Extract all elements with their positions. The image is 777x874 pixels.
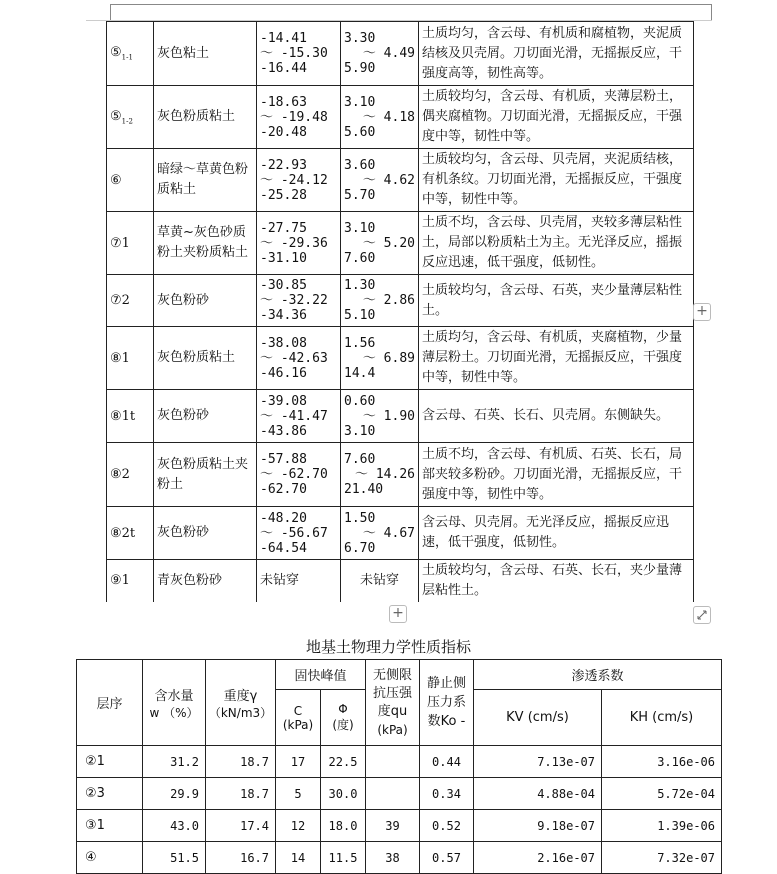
- layer-depth: 未钻穿: [257, 560, 341, 602]
- layer-row: [107, 275, 694, 327]
- layer-row: [107, 560, 694, 602]
- cell-unit-weight: 16.7: [206, 842, 276, 874]
- layer-depth: -38.08 ～ -42.63 -46.16: [257, 327, 341, 390]
- cell-c: 14: [276, 842, 321, 874]
- layer-name: 草黄~灰色砂质粉土夹粉质粘土: [154, 212, 257, 275]
- table-row: [77, 810, 722, 842]
- cell-c: 12: [276, 810, 321, 842]
- layer-strength: 3.30 ～ 4.49 5.90: [341, 22, 419, 86]
- header-unit-weight: 重度γ （kN/m3）: [206, 660, 276, 746]
- cell-kh: 1.39e-06: [602, 810, 722, 842]
- cell-qu: [366, 746, 420, 778]
- layer-depth: -27.75 ～ -29.36 -31.10: [257, 212, 341, 275]
- cell-kv: 4.88e-04: [474, 778, 602, 810]
- header-kv: KV (cm/s): [474, 690, 602, 746]
- layer-id: ⑥: [107, 149, 154, 212]
- cell-layer: ④: [77, 842, 143, 874]
- layer-name: 青灰色粉砂: [154, 560, 257, 602]
- header-layer: 层序: [77, 660, 143, 746]
- layer-id: ⑧1t: [107, 390, 154, 443]
- soil-properties-table: [76, 659, 722, 874]
- cell-layer: ②3: [77, 778, 143, 810]
- layer-row: [107, 212, 694, 275]
- cell-qu: 39: [366, 810, 420, 842]
- layer-strength: 0.60 ～ 1.90 3.10: [341, 390, 419, 443]
- cell-c: 17: [276, 746, 321, 778]
- layer-name: 灰色粉质粘土夹粉土: [154, 443, 257, 507]
- layer-id: ⑦2: [107, 275, 154, 327]
- layer-depth: -14.41 ～ -15.30 -16.44: [257, 22, 341, 86]
- layer-name: 灰色粉质粘土: [154, 86, 257, 149]
- layer-name: 灰色粘土: [154, 22, 257, 86]
- soil-layer-description-table: [106, 21, 694, 602]
- header-phi: Φ (度): [321, 690, 366, 746]
- table-row: [77, 778, 722, 810]
- cell-kh: 5.72e-04: [602, 778, 722, 810]
- layer-description: 土质较均匀，含云母、贝壳屑，夹泥质结核，有机条纹。刀切面光滑，无摇振反应，干强度中等，韧性中等。: [419, 149, 694, 212]
- layer-strength: 1.30 ～ 2.86 5.10: [341, 275, 419, 327]
- table-row: [77, 746, 722, 778]
- header-permeability: 渗透系数: [474, 660, 722, 690]
- layer-description: 土质不均，含云母、有机质、石英、长石，局部夹较多粉砂。刀切面光滑，无摇振反应，干强度中等，韧性中等。: [419, 443, 694, 507]
- cell-layer: ③1: [77, 810, 143, 842]
- layer-strength: 未钻穿: [341, 560, 419, 602]
- cell-phi: 22.5: [321, 746, 366, 778]
- cell-ko: 0.52: [420, 810, 474, 842]
- layer-name: 灰色粉砂: [154, 507, 257, 560]
- layer-id: $⑤_{1-2}$: [107, 86, 154, 149]
- cell-kv: 9.18e-07: [474, 810, 602, 842]
- layer-description: 土质均匀，含云母、有机质和腐植物，夹泥质结核及贝壳屑。刀切面光滑，无摇振反应，干强度高等，韧性高等。: [419, 22, 694, 86]
- layer-depth: -30.85 ～ -32.22 -34.36: [257, 275, 341, 327]
- layer-strength: 1.50 ～ 4.67 6.70: [341, 507, 419, 560]
- layer-id: ⑨1: [107, 560, 154, 602]
- cell-ko: 0.57: [420, 842, 474, 874]
- cell-water-content: 51.5: [143, 842, 206, 874]
- cell-kh: 3.16e-06: [602, 746, 722, 778]
- layer-row: [107, 86, 694, 149]
- layer-id: $⑤_{1-1}$: [107, 22, 154, 86]
- header-unconfined-strength: 无侧限 抗压强 度qu (kPa): [366, 660, 420, 746]
- layer-name: 灰色粉砂: [154, 275, 257, 327]
- layer-description: 含云母、石英、长石、贝壳屑。东侧缺失。: [419, 390, 694, 443]
- layer-strength: 1.56 ～ 6.89 14.4: [341, 327, 419, 390]
- cell-unit-weight: 18.7: [206, 778, 276, 810]
- cell-unit-weight: 18.7: [206, 746, 276, 778]
- layer-row: [107, 149, 694, 212]
- layer-id: ⑦1: [107, 212, 154, 275]
- header-kh: KH (cm/s): [602, 690, 722, 746]
- layer-description: 含云母、贝壳屑。无光泽反应，摇振反应迅速，低干强度，低韧性。: [419, 507, 694, 560]
- cell-phi: 30.0: [321, 778, 366, 810]
- cell-water-content: 29.9: [143, 778, 206, 810]
- cell-ko: 0.44: [420, 746, 474, 778]
- layer-strength: 7.60 ～ 14.26 21.40: [341, 443, 419, 507]
- layer-strength: 3.10 ～ 4.18 5.60: [341, 86, 419, 149]
- cell-phi: 18.0: [321, 810, 366, 842]
- cell-layer: ②1: [77, 746, 143, 778]
- cell-water-content: 31.2: [143, 746, 206, 778]
- layer-description: 土质较均匀，含云母、石英、长石，夹少量薄层粘性土。: [419, 560, 694, 602]
- cell-unit-weight: 17.4: [206, 810, 276, 842]
- add-column-button[interactable]: +: [693, 303, 711, 321]
- layer-depth: -57.88 ～ -62.70 -62.70: [257, 443, 341, 507]
- layer-name: 灰色粉质粘土: [154, 327, 257, 390]
- add-row-button[interactable]: +: [389, 605, 407, 623]
- header-shear: 固快峰值: [276, 660, 366, 690]
- layer-row: [107, 443, 694, 507]
- layer-row: [107, 507, 694, 560]
- layer-depth: -39.08 ～ -41.47 -43.86: [257, 390, 341, 443]
- cell-kh: 7.32e-07: [602, 842, 722, 874]
- layer-description: 土质不均，含云母、贝壳屑，夹较多薄层粘性土，局部以粉质粘土为主。无光泽反应，摇振反应迅速，低干强度，低韧性。: [419, 212, 694, 275]
- cell-qu: [366, 778, 420, 810]
- cell-kv: 7.13e-07: [474, 746, 602, 778]
- layer-description: 土质较均匀，含云母、有机质，夹薄层粉土，偶夹腐植物。刀切面光滑，无摇振反应，干强度中等，韧性中等。: [419, 86, 694, 149]
- layer-row: [107, 327, 694, 390]
- resize-icon: [694, 607, 710, 623]
- layer-row: [107, 390, 694, 443]
- table-title: 地基土物理力学性质指标: [305, 638, 471, 656]
- cell-c: 5: [276, 778, 321, 810]
- layer-id: ⑧2t: [107, 507, 154, 560]
- header-water-content: 含水量 w （%）: [143, 660, 206, 746]
- layer-strength: 3.60 ～ 4.62 5.70: [341, 149, 419, 212]
- cell-kv: 2.16e-07: [474, 842, 602, 874]
- layer-id: ⑧2: [107, 443, 154, 507]
- layer-depth: -48.20 ～ -56.67 -64.54: [257, 507, 341, 560]
- layer-row: [107, 22, 694, 86]
- layer-name: 暗绿～草黄色粉质粘土: [154, 149, 257, 212]
- cell-phi: 11.5: [321, 842, 366, 874]
- layer-description: 土质均匀，含云母、有机质，夹腐植物，少量薄层粉土。刀切面光滑，无摇振反应，干强度中等，韧性中等。: [419, 327, 694, 390]
- table-resize-handle[interactable]: [693, 606, 711, 624]
- cell-ko: 0.34: [420, 778, 474, 810]
- layer-name: 灰色粉砂: [154, 390, 257, 443]
- cell-water-content: 43.0: [143, 810, 206, 842]
- layer-id: ⑧1: [107, 327, 154, 390]
- layer-strength: 3.10 ～ 5.20 7.60: [341, 212, 419, 275]
- header-ko: 静止侧 压力系 数Ko -: [420, 660, 474, 746]
- layer-depth: -22.93 ～ -24.12 -25.28: [257, 149, 341, 212]
- header-c: C (kPa): [276, 690, 321, 746]
- table-row: [77, 842, 722, 874]
- page-top-frame: [110, 4, 712, 21]
- cell-qu: 38: [366, 842, 420, 874]
- layer-description: 土质较均匀，含云母、石英，夹少量薄层粘性土。: [419, 275, 694, 327]
- layer-depth: -18.63 ～ -19.48 -20.48: [257, 86, 341, 149]
